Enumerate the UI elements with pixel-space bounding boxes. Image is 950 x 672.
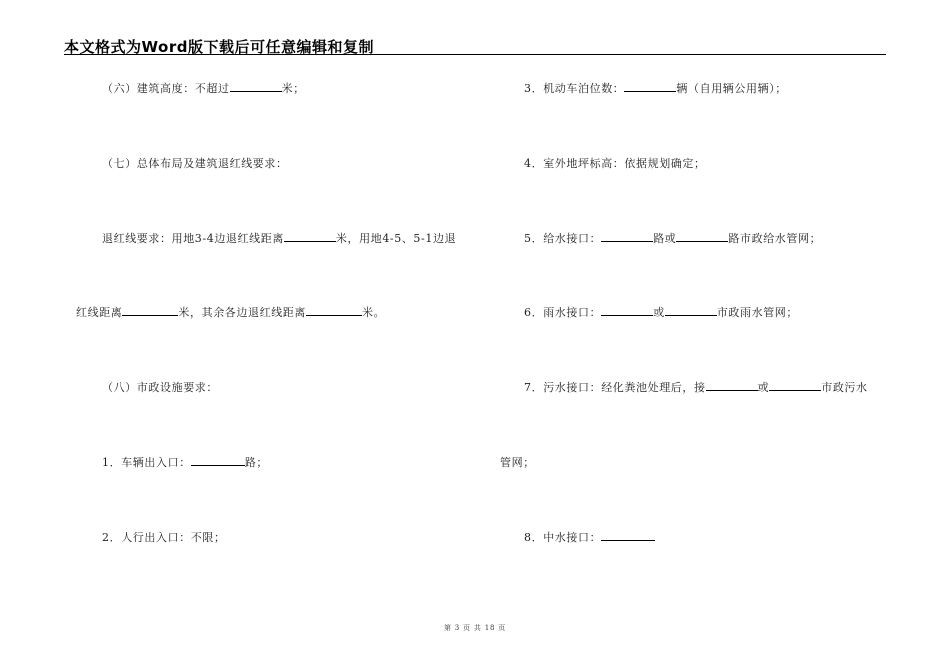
- building-height-unit: 米；: [281, 82, 305, 95]
- sewage-mid: 或: [757, 381, 770, 394]
- municipal-requirements-title: （八）市政设施要求：: [102, 381, 218, 394]
- sewage-blank-1: [706, 381, 758, 391]
- water-blank-1: [601, 232, 653, 242]
- rainwater-suffix: 市政雨水管网；: [716, 306, 799, 319]
- document-header-title: 本文格式为Word版下载后可任意编辑和复制: [64, 38, 374, 56]
- setback-text-5: 米。: [362, 306, 386, 319]
- header-divider: [64, 54, 886, 55]
- water-supply-mid: 路或: [653, 232, 677, 245]
- vehicle-entrance-label: 1．车辆出入口：: [102, 456, 191, 469]
- parking-spaces-line: [524, 80, 787, 96]
- parking-blank: [624, 82, 676, 92]
- vehicle-road-blank: [191, 456, 245, 466]
- building-height-label: （六）建筑高度：不超过: [102, 82, 230, 95]
- height-blank: [230, 82, 282, 92]
- water-supply-suffix: 路市政给水管网；: [728, 232, 822, 245]
- pedestrian-entrance-line: 2．人行出入口：不限；: [102, 531, 226, 544]
- setback-line-2: [76, 304, 385, 320]
- parking-suffix: 辆（自用辆公用辆）；: [676, 82, 787, 95]
- setback-text-3: 红线距离: [76, 306, 123, 319]
- parking-label: 3．机动车泊位数：: [524, 82, 625, 95]
- page-number: 第 3 页 共 18 页: [443, 624, 507, 632]
- rainwater-mid: 或: [653, 306, 665, 319]
- reclaimed-water-label: 8．中水接口：: [524, 531, 602, 544]
- rainwater-line: [524, 304, 798, 320]
- setback-text-1: 退红线要求：用地3-4边退红线距离: [102, 232, 284, 245]
- sewage-suffix: 市政污水: [821, 381, 868, 394]
- rain-blank-2: [665, 306, 717, 316]
- vehicle-entrance-line: [102, 454, 268, 470]
- setback-blank-3: [306, 306, 362, 316]
- floor-level-line: 4．室外地坪标高：依据规划确定；: [524, 157, 706, 170]
- building-height-line: [102, 80, 305, 96]
- rainwater-label: 6．雨水接口：: [524, 306, 602, 319]
- layout-requirements-title: （七）总体布局及建筑退红线要求：: [102, 157, 288, 170]
- rain-blank-1: [601, 306, 653, 316]
- sewage-continuation: 管网；: [500, 456, 535, 469]
- water-supply-label: 5．给水接口：: [524, 232, 602, 245]
- setback-text-2: 米，用地4-5、5-1边退: [335, 232, 457, 245]
- sewage-blank-2: [769, 381, 821, 391]
- water-blank-2: [676, 232, 728, 242]
- reclaimed-water-line: [524, 529, 655, 545]
- setback-text-4: 米，其余各边退红线距离: [178, 306, 307, 319]
- water-supply-line: [524, 230, 821, 246]
- sewage-label: 7．污水接口：经化粪池处理后，接: [524, 381, 706, 394]
- sewage-line: [524, 379, 868, 395]
- vehicle-entrance-suffix: 路；: [244, 456, 269, 469]
- reclaimed-blank: [601, 531, 655, 541]
- setback-line-1: [102, 230, 456, 246]
- setback-blank-2: [122, 306, 178, 316]
- setback-blank-1: [284, 232, 336, 242]
